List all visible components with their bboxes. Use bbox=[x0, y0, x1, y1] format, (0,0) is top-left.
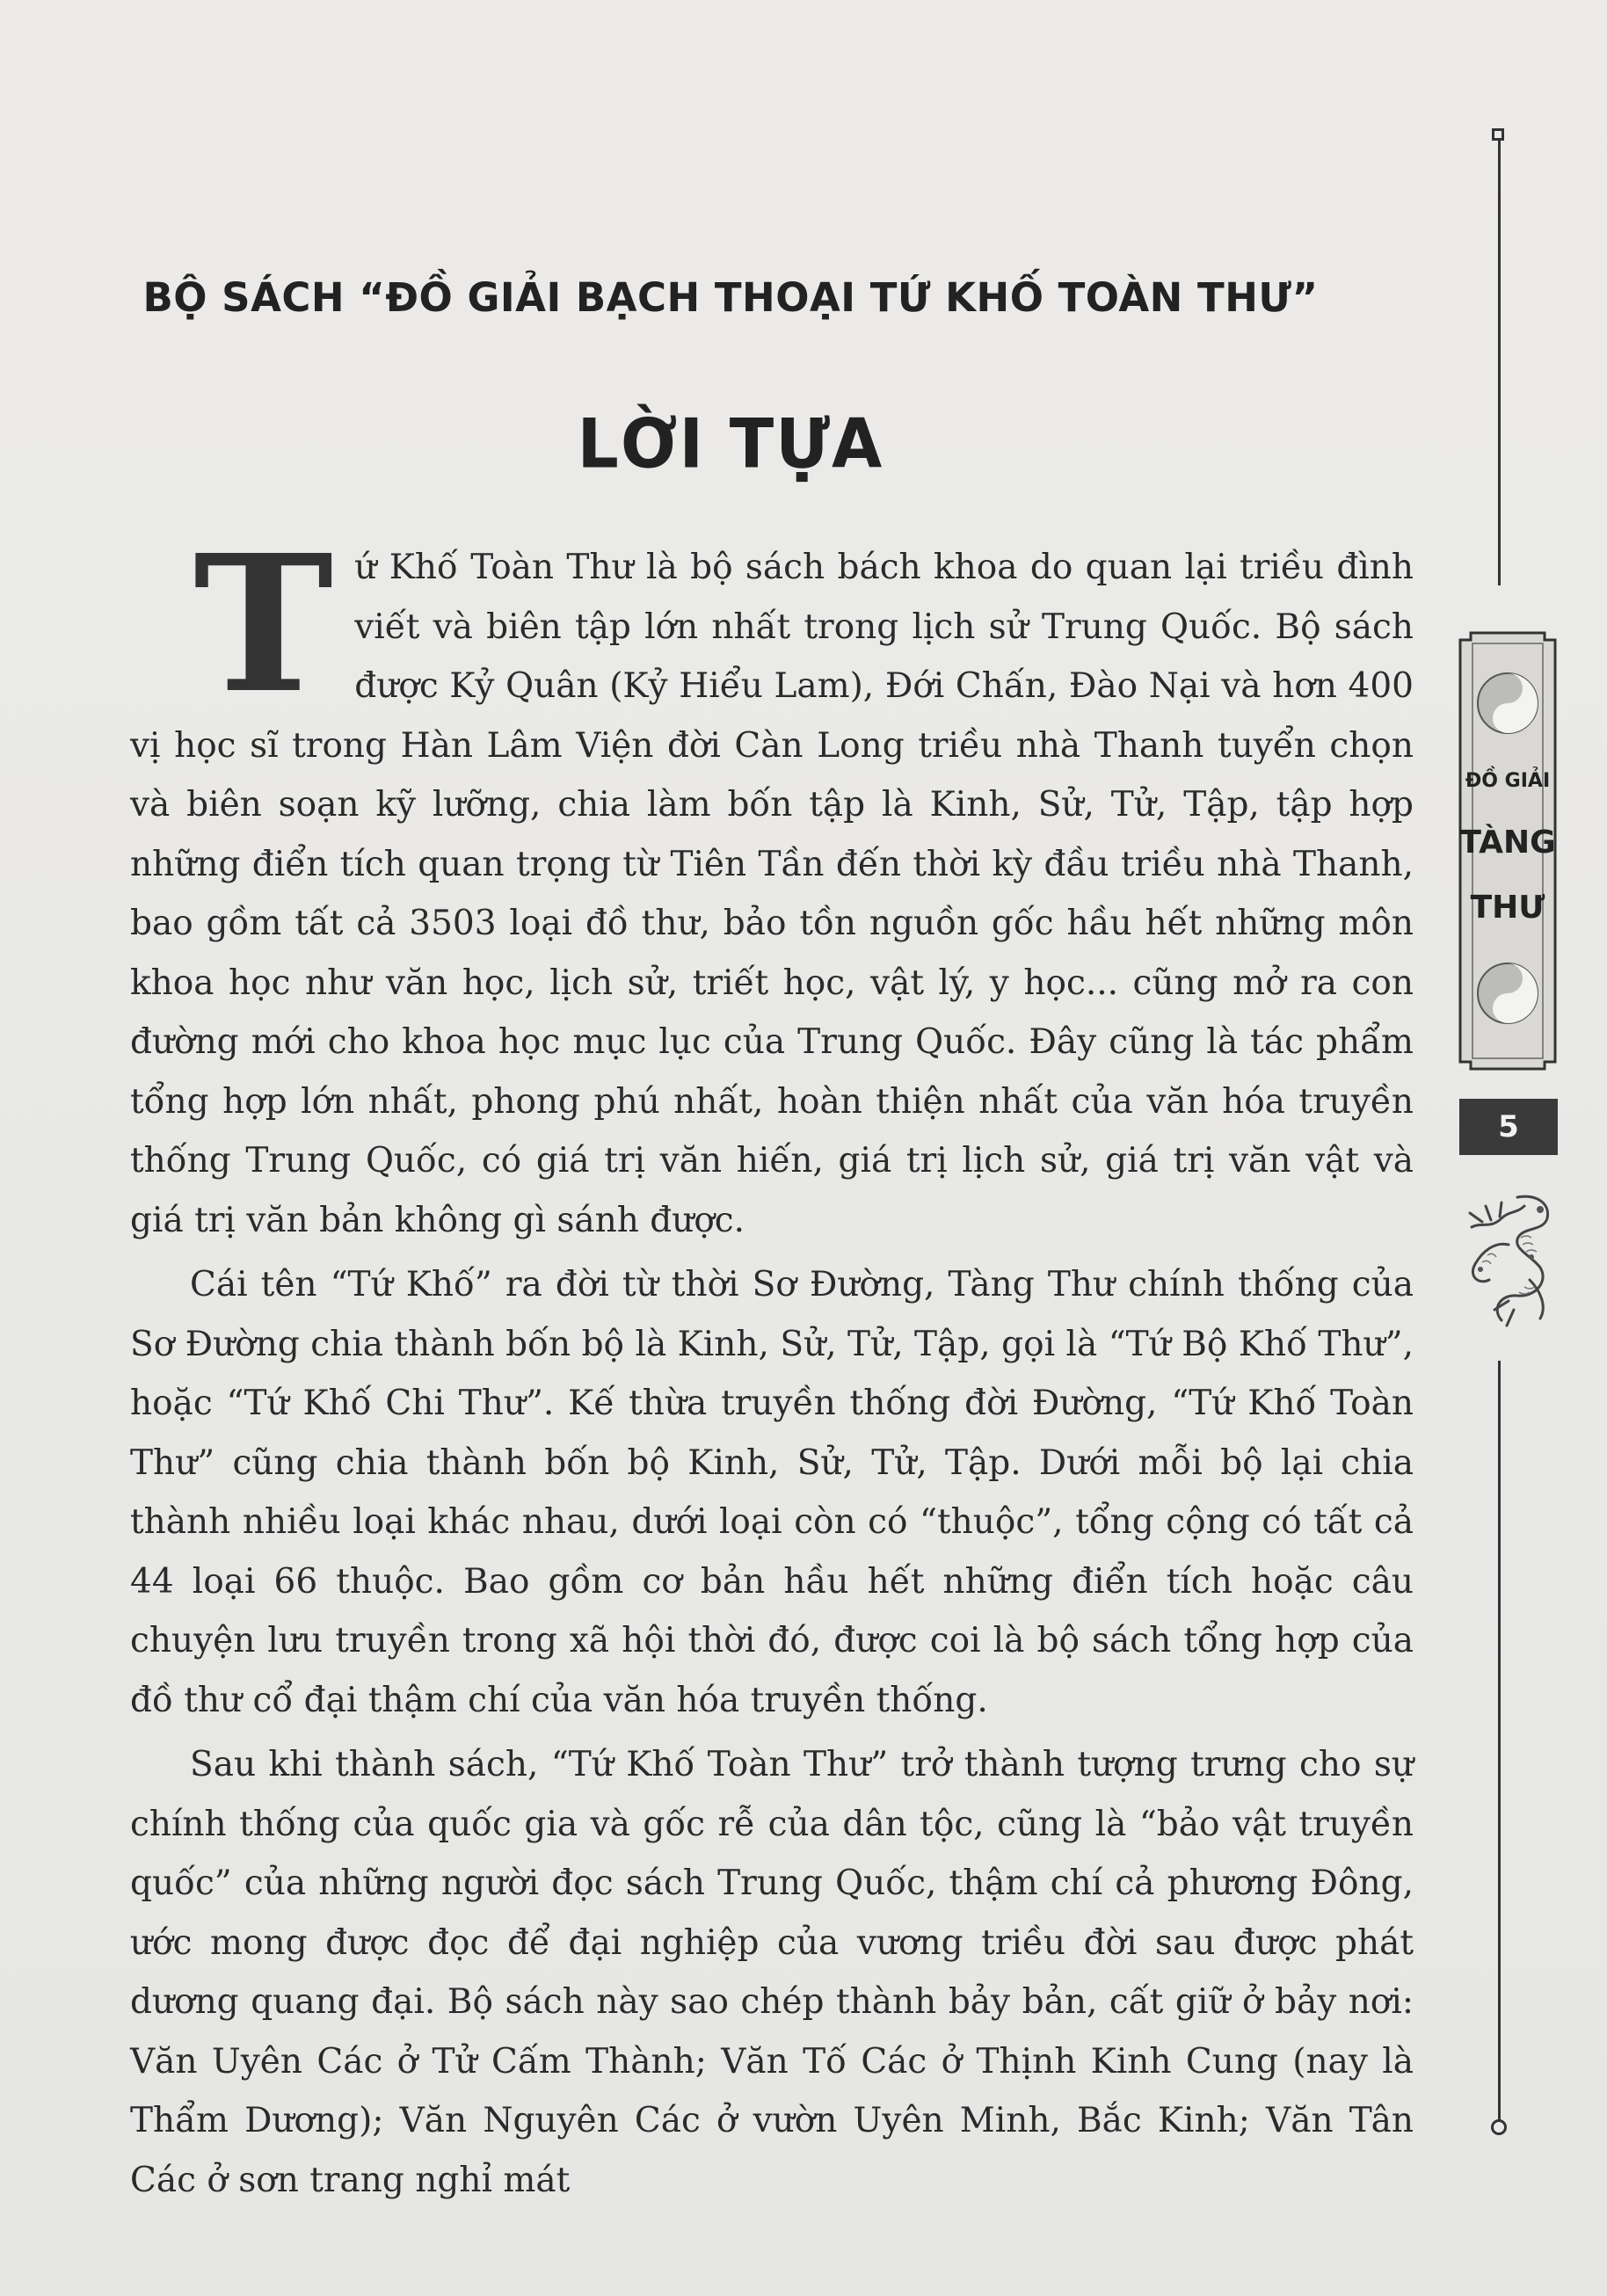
circle-ornament-icon bbox=[1491, 2119, 1507, 2135]
ornament-label-line2: THƯ bbox=[1470, 890, 1545, 926]
ornament-line-bottom bbox=[1498, 1361, 1501, 2122]
series-title-text: BỘ SÁCH “ĐỒ GIẢI BẠCH THOẠI TỨ KHỐ TOÀN THƯ” bbox=[142, 274, 1319, 321]
yin-yang-bottom-icon bbox=[1478, 963, 1538, 1023]
paragraph-1-text: ứ Khố Toàn Thư là bộ sách bách khoa do quan lại triều đình viết và biên tập lớn nhất trong lịch sử Trung Quốc. Bộ sách được Kỷ Quân (Kỷ Hiểu Lam), Đới Chấn, Đào Nại và hơn 400 vị học sĩ trong Hàn Lâm Viện đời Càn Long triều nhà Thanh tuyển chọn và biên soạn kỹ lưỡng, chia làm bốn tập là Kinh, Sử, Tử, Tập, tập hợp những điển tích quan trọng từ Tiên Tần đến thời kỳ đầu triều nhà Thanh, bao gồm tất cả 3503 loại đồ thư, bảo tồn nguồn gốc hầu hết những môn khoa học như văn học, lịch sử, triết học, vật lý, y học... cũng mở ra con đường mới cho khoa học mục lục của Trung Quốc. Đây cũng là tác phẩm tổng hợp lớn nhất, phong phú nhất, hoàn thiện nhất của văn hóa truyền thống Trung Quốc, có giá trị văn hiến, giá trị lịch sử, giá trị văn vật và giá trị văn bản không gì sánh được. bbox=[130, 548, 1414, 1240]
page-number: 5 bbox=[1459, 1099, 1558, 1155]
square-ornament-icon bbox=[1492, 128, 1504, 141]
dragon-icon bbox=[1456, 1187, 1561, 1332]
yin-yang-top-icon bbox=[1478, 673, 1538, 733]
paragraph-3: Sau khi thành sách, “Tứ Khố Toàn Thư” trở thành tượng trưng cho sự chính thống của quốc gia và gốc rễ của dân tộc, cũng là “bảo vật truyền quốc” của những người đọc sách Trung Quốc, thậm chí cả phương Đông, ước mong được đọc để đại nghiệp của vương triều đời sau được phát dương quang đại. Bộ sách này sao chép thành bảy bản, cất giữ ở bảy nơi: Văn Uyên Các ở Tử Cấm Thành; Văn Tố Các ở Thịnh Kinh Cung (nay là Thẩm Dương); Văn Nguyên Các ở vườn Uyên Minh, Bắc Kinh; Văn Tân Các ở sơn trang nghỉ mát bbox=[130, 1745, 1414, 2200]
drop-cap: T bbox=[193, 514, 334, 735]
paragraph-2: Cái tên “Tứ Khố” ra đời từ thời Sơ Đường, Tàng Thư chính thống của Sơ Đường chia thành bốn bộ là Kinh, Sử, Tử, Tập, gọi là “Tứ Bộ Khố Thư”, hoặc “Tứ Khố Chi Thư”. Kế thừa truyền thống đời Đường, “Tứ Khố Toàn Thư” cũng chia thành bốn bộ Kinh, Sử, Tử, Tập. Dưới mỗi bộ lại chia thành nhiều loại khác nhau, dưới loại còn có “thuộc”, tổng cộng có tất cả 44 loại 66 thuộc. Bao gồm cơ bản hầu hết những điển tích hoặc câu chuyện lưu truyền trong xã hội thời đó, được coi là bộ sách tổng hợp của đồ thư cổ đại thậm chí của văn hóa truyền thống. bbox=[130, 1265, 1414, 1720]
ornament-label-line1: TÀNG bbox=[1459, 825, 1556, 861]
chapter-title bbox=[0, 403, 1607, 484]
body-text bbox=[130, 514, 1414, 2210]
series-title bbox=[0, 274, 1607, 321]
chapter-title-text: LỜI TỰA bbox=[577, 403, 884, 484]
paragraph-1 bbox=[130, 514, 1414, 1250]
ornament-label-small: ĐỒ GIẢI bbox=[1465, 770, 1551, 792]
ornament-line-top bbox=[1498, 139, 1501, 585]
